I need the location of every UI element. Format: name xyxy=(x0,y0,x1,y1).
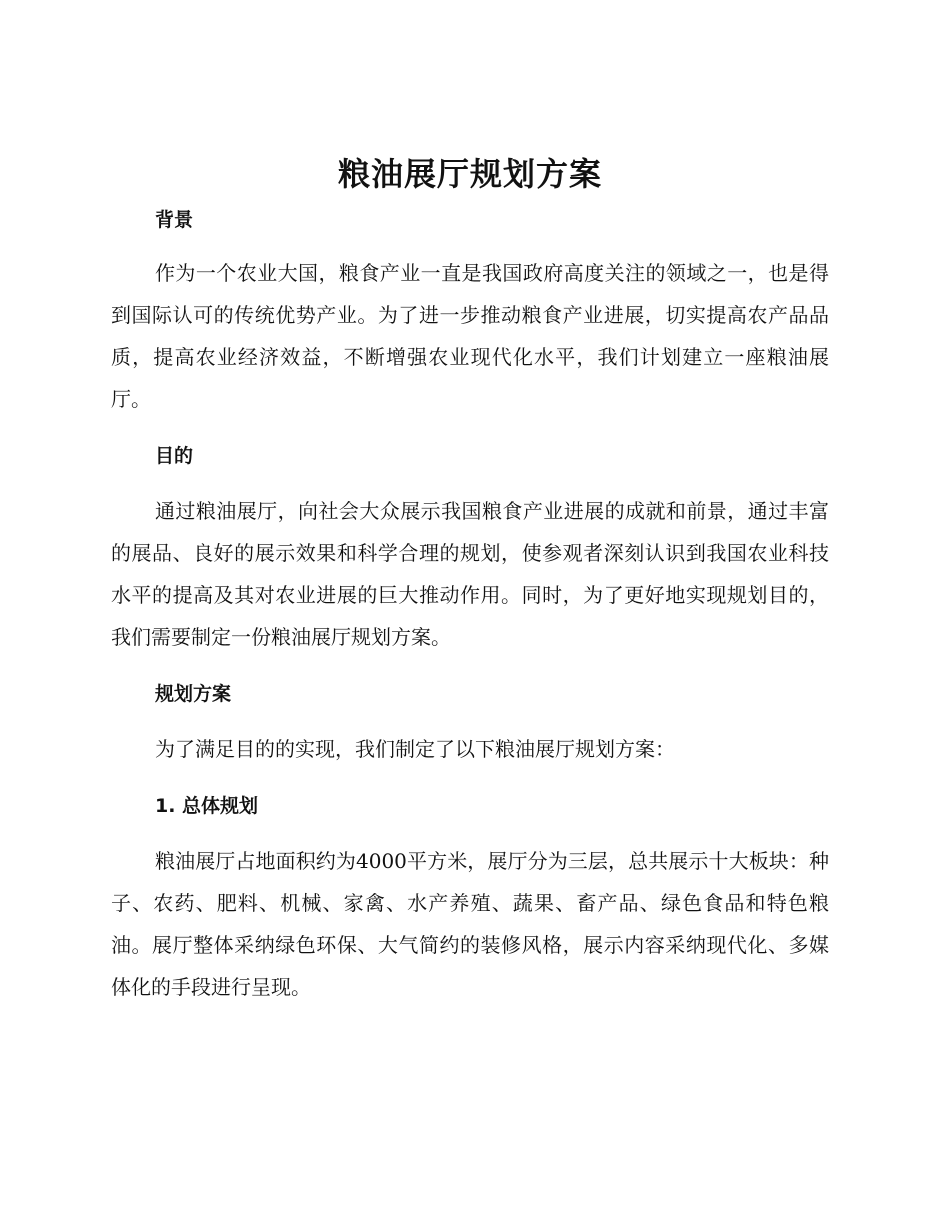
paragraph-purpose: 通过粮油展厅，向社会大众展示我国粮食产业进展的成就和前景，通过丰富的展品、良好的展示效果和科学合理的规划，使参观者深刻认识到我国农业科技水平的提高及其对农业进展的巨大推动作用。同时，为了更好地实现规划目的，我们需要制定一份粮油展厅规划方案。 xyxy=(111,499,829,649)
heading-background: 背景 xyxy=(155,209,194,231)
paragraph-plan: 为了满足目的的实现，我们制定了以下粮油展厅规划方案： xyxy=(155,737,675,761)
heading-plan: 规划方案 xyxy=(155,683,232,705)
paragraph-background: 作为一个农业大国，粮食产业一直是我国政府高度关注的领域之一，也是得到国际认可的传统优势产业。为了进一步推动粮食产业进展，切实提高农产品品质，提高农业经济效益，不断增强农业现代化水平，我们计划建立一座粮油展厅。 xyxy=(111,261,829,411)
document-title: 粮油展厅规划方案 xyxy=(337,155,602,193)
heading-purpose: 目的 xyxy=(155,445,194,467)
paragraph-overall-plan: 粮油展厅占地面积约为4000平方米，展厅分为三层，总共展示十大板块：种子、农药、肥料、机械、家禽、水产养殖、蔬果、畜产品、绿色食品和特色粮油。展厅整体采纳绿色环保、大气简约的装修风格，展示内容采纳现代化、多媒体化的手段进行呈现。 xyxy=(111,849,829,999)
document-body xyxy=(111,148,829,1008)
heading-overall-plan: 1. 总体规划 xyxy=(155,795,259,817)
